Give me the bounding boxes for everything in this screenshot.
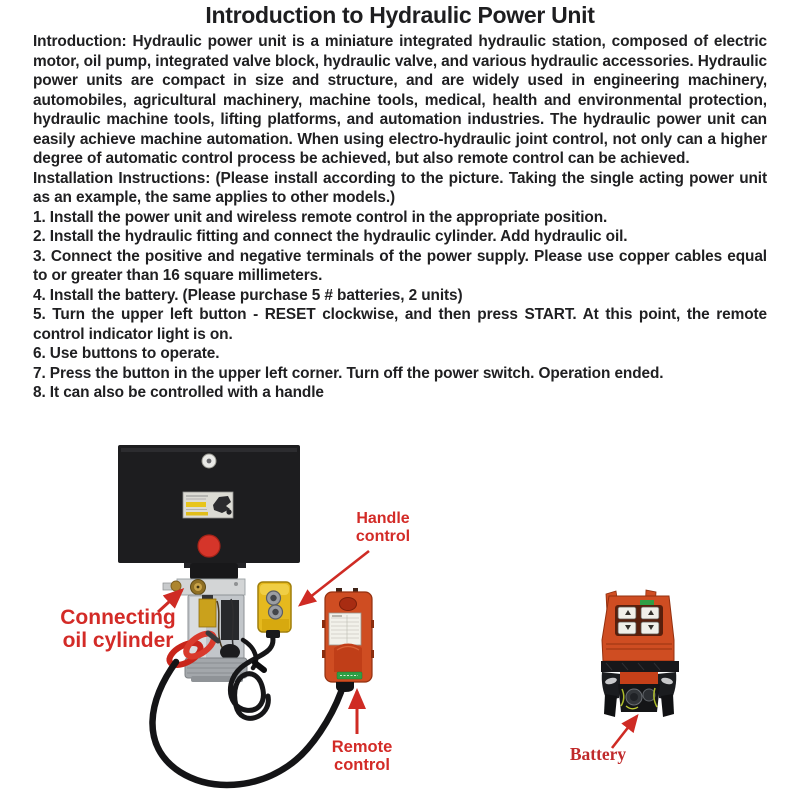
label-handle-control bbox=[346, 510, 420, 546]
battery-remote-device bbox=[601, 590, 679, 717]
remote-top-button bbox=[340, 598, 357, 611]
label-connecting-line1: Connecting bbox=[60, 606, 176, 629]
step-7: 7. Press the button in the upper left corner. Turn off the power switch. Operation ended. bbox=[33, 364, 664, 382]
label-remote-line2: control bbox=[334, 756, 390, 774]
body-text bbox=[33, 32, 767, 403]
intro-paragraph: Introduction: Hydraulic power unit is a miniature integrated hydraulic station, composed of electric motor, oil pump, integrated valve block, hydraulic valve, and various hydraulic accessories. Hydraulic power units are compact in size and structure, and are widely used in engineering machinery, automobiles, agricultural machinery, machine tools, medical, health and environmental protection, hydraulic machine tools, lifting platforms, and automation industries. The hydraulic power unit can easily achieve machine automation. When using electro-hydraulic joint control, not only can a higher degree of automatic control process be achieved, but also remote control can be achieved. bbox=[33, 33, 767, 167]
step-2: 2. Install the hydraulic fitting and connect the hydraulic cylinder. Add hydraulic oil. bbox=[33, 228, 628, 245]
label-battery-text: Battery bbox=[569, 744, 627, 764]
filler-cap-icon bbox=[202, 454, 216, 468]
step-4: 4. Install the battery. (Please purchase 5 # batteries, 2 units) bbox=[33, 286, 463, 304]
label-battery bbox=[562, 744, 634, 765]
strap bbox=[601, 661, 679, 672]
step-8: 8. It can also be controlled with a handle bbox=[33, 384, 324, 401]
step-6: 6. Use buttons to operate. bbox=[33, 345, 220, 362]
valve-block bbox=[177, 579, 245, 595]
page-title: Introduction to Hydraulic Power Unit bbox=[205, 2, 595, 28]
warning-label bbox=[183, 492, 233, 518]
battery-compartment bbox=[618, 684, 660, 712]
figure-area bbox=[0, 420, 800, 800]
label-handle-line2: control bbox=[355, 528, 411, 545]
remote-cable bbox=[152, 662, 341, 785]
step-1: 1. Install the power unit and wireless remote control in the appropriate position. bbox=[33, 208, 608, 226]
remote-spec-label bbox=[329, 613, 361, 645]
label-connecting-oil-cylinder bbox=[56, 606, 180, 652]
pendant-button-down bbox=[269, 605, 283, 619]
pendant-button-up bbox=[267, 591, 281, 605]
cables bbox=[152, 634, 341, 785]
label-remote-line1: Remote bbox=[331, 738, 393, 756]
handle-control-device bbox=[258, 582, 291, 638]
step-5: 5. Turn the upper left button - RESET clockwise, and then press START. At this point, the remote control indicator light is on. bbox=[33, 306, 767, 343]
step-3: 3. Connect the positive and negative terminals of the power supply. Please use copper cables equal to or greater than 16 square millimeters. bbox=[33, 247, 767, 284]
label-handle-line1: Handle bbox=[356, 510, 410, 527]
remote-control-device bbox=[322, 588, 374, 692]
installation-heading: Installation Instructions: (Please install according to the picture. Taking the single acting power unit as an example, the same applies to other models.) bbox=[33, 169, 767, 206]
red-breather-cap bbox=[198, 535, 220, 557]
label-connecting-line2: oil cylinder bbox=[62, 629, 174, 652]
label-remote-control bbox=[328, 738, 396, 774]
